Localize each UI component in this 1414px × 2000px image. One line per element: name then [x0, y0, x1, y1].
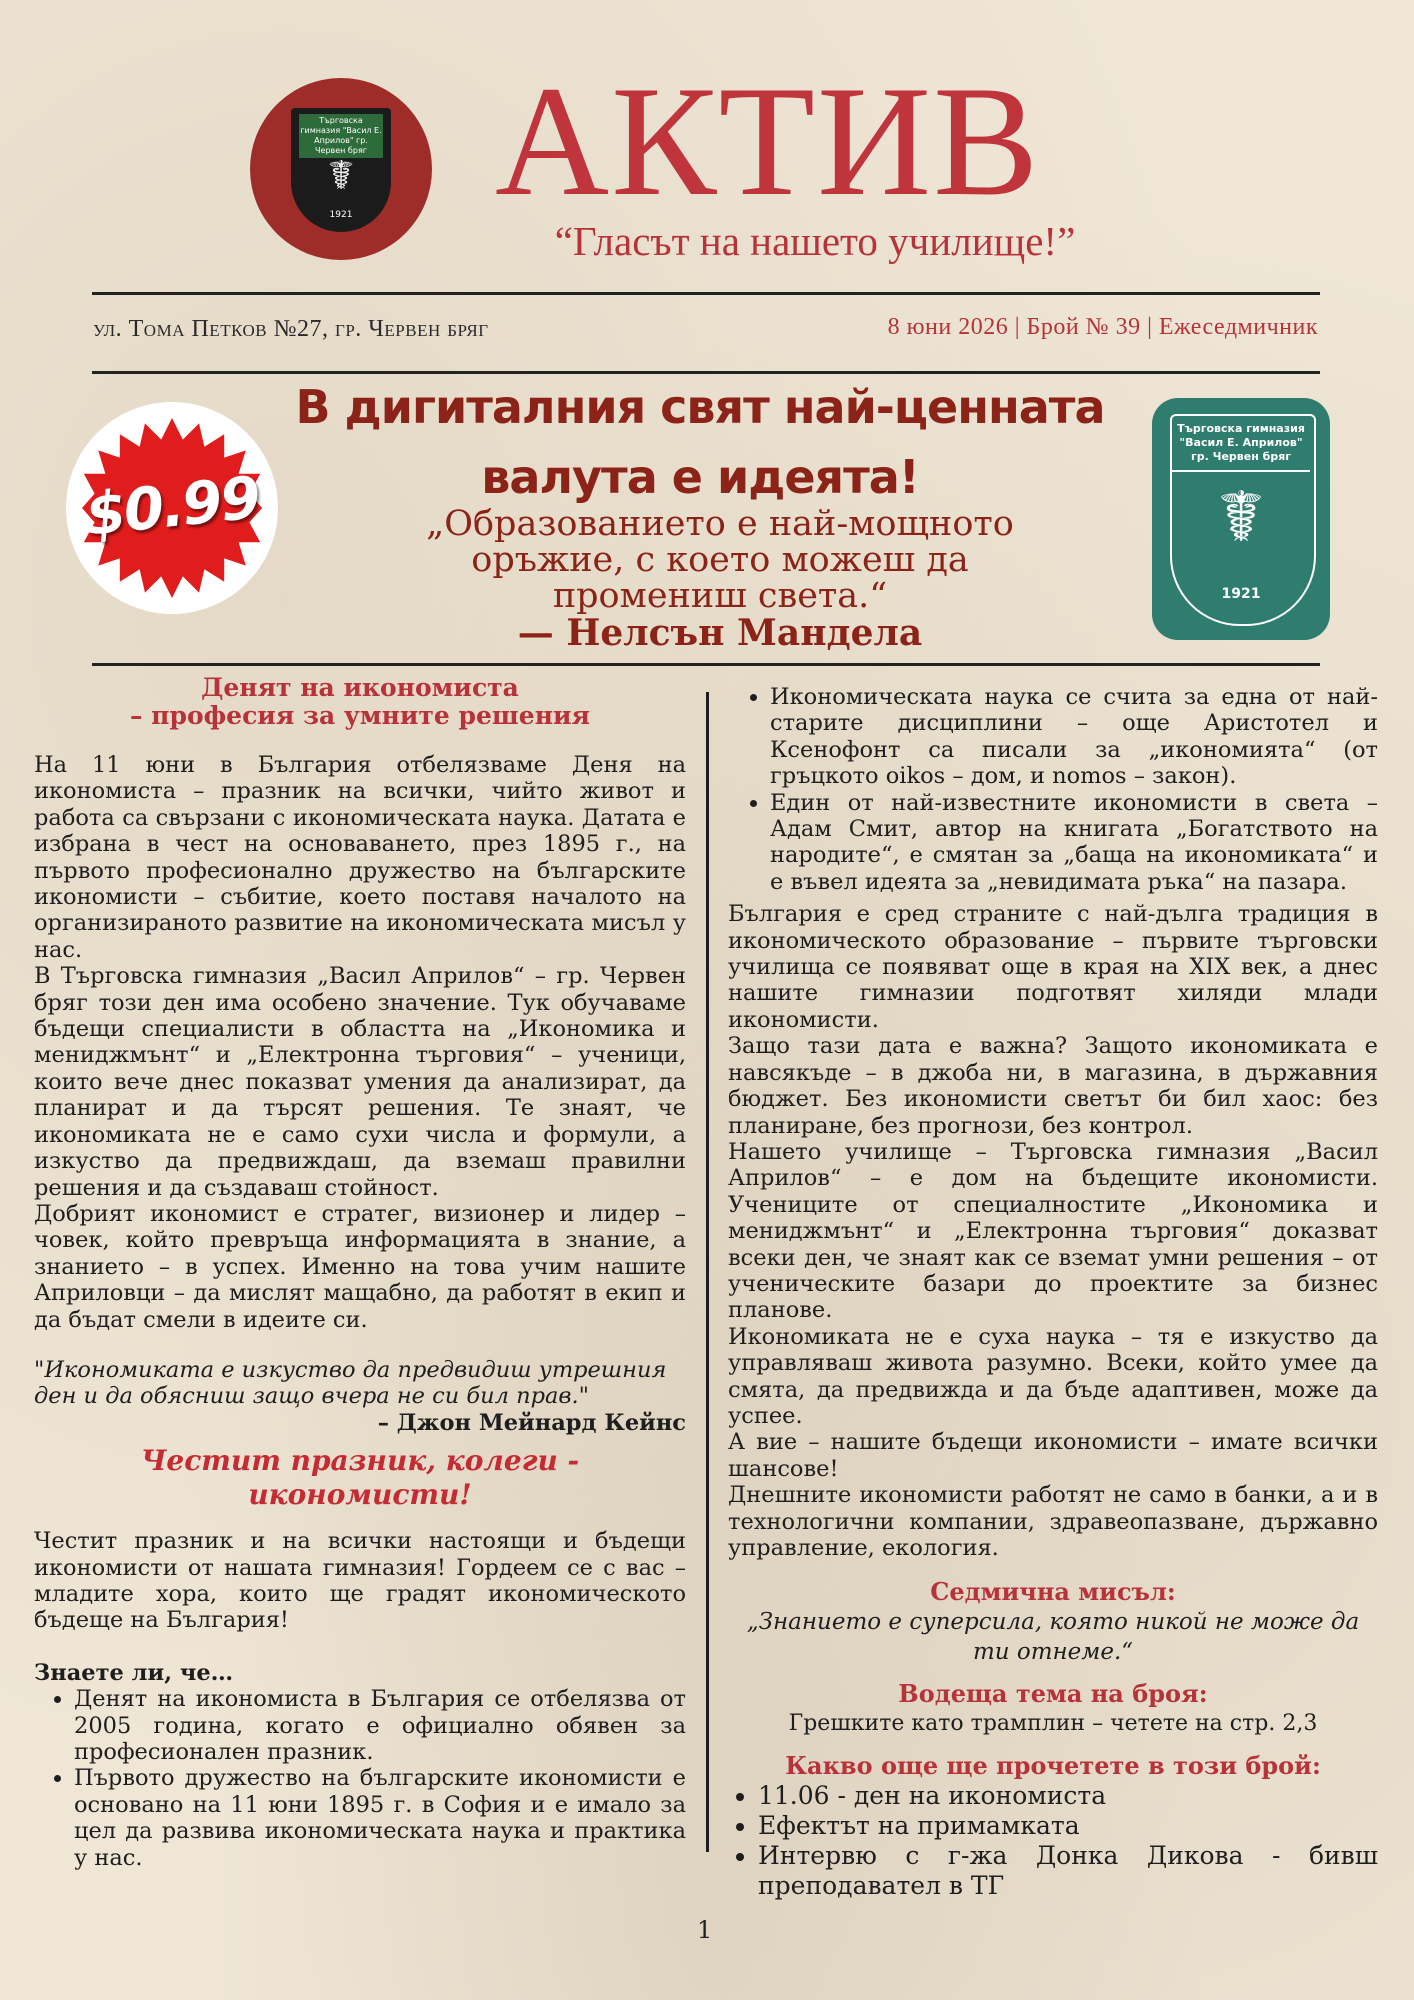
paragraph: Нашето училище – Търговска гимназия „Васил Априлов“ – е дом на бъдещите икономисти. Учениците от специалностите „Икономика и мениджмънт“ и „Електронна търговия“ доказват всеки ден, че знаят как се вземат умни решения – от ученическите базари до проектите за бизнес планове.: [728, 1138, 1378, 1324]
keynes-quote: "Икономиката е изкуство да предвидиш утрешния ден и да обясниш защо вчера не си бил прав.": [34, 1356, 667, 1410]
headline-line-1: В дигиталния свят най-ценната: [295, 380, 1105, 434]
weekly-thought-heading: Седмична мисъл:: [930, 1577, 1176, 1607]
right-column: [728, 684, 1378, 1901]
headline: [290, 372, 1110, 512]
paragraph: България е сред страните с най-дълга традиция в икономическото образование – първите търговски училища се появяват още в края на XIX век, а днес нашите гимназии подготвят хиляди млади икономисти.: [728, 901, 1378, 1033]
issue-info: 8 юни 2026 | Брой № 39 | Ежеседмичник: [887, 314, 1318, 340]
congrats-heading: Честит празник, колеги - икономисти!: [140, 1444, 580, 1512]
list-item: • Икономическата наука се счита за една от най-старите дисциплини – още Аристотел и Ксенофонт са писали за „икономията“ (от гръцкото oikos – дом, и nomos – закон).: [770, 684, 1378, 790]
logo-year: 1921: [1221, 586, 1261, 602]
facts-list: [728, 684, 1378, 895]
lead-topic-heading: Водеща тема на броя:: [898, 1679, 1208, 1709]
mandela-quote: „Образованието е най-мощното оръжие, с което можеш да промениш света.“: [426, 504, 1014, 616]
article-title-line-1: Денят на икономиста: [201, 673, 519, 702]
paragraph: Днешните икономисти работят не само в банки, а и в технологични компании, здравеопазване, държавно управление, екология.: [728, 1482, 1378, 1561]
list-item: • Първото дружество на българските икономисти е основано на 11 юни 1895 г. в София и е имало за цел да развива икономическата наука и практика у нас.: [74, 1765, 686, 1871]
logo-year: 1921: [329, 210, 353, 220]
paragraph: На 11 юни в България отбелязваме Деня на икономиста – празник на всички, чийто живот и работа са свързани с икономическата наука. Датата е избрана в чест на основаването, през 1895 г., на първото професионално дружество на българските икономисти – събитие, което поставя началото на организираното развитие на икономическата мисъл у нас.: [34, 752, 686, 963]
paragraph: Честит празник и на всички настоящи и бъдещи икономисти от нашата гимназия! Гордеем се с вас – младите хора, които ще градят икономическото бъдеще на България!: [34, 1528, 686, 1634]
price-text: $0.99: [82, 463, 262, 549]
newspaper-slogan: “Гласът на нашето училище!”: [554, 218, 1076, 264]
school-logo-round: [250, 78, 432, 260]
paragraph: Защо тази дата е важна? Защото икономиката е навсякъде – в джоба ни, в магазина, в държавния бюджет. Без икономисти светът би бил хаос: без планиране, без прогнози, без контрол.: [728, 1033, 1378, 1139]
list-item: • Един от най-известните икономисти в света – Адам Смит, автор на книгата „Богатството на народите“, е смятан за „баща на икономиката“ и е въвел идеята за „невидимата ръка“ на пазара.: [770, 790, 1378, 896]
shield-icon: [291, 108, 391, 232]
caduceus-icon: ☤: [327, 153, 355, 199]
facts-list: [34, 1686, 686, 1871]
more-in-issue-heading: Какво още ще прочетете в този брой:: [785, 1751, 1321, 1781]
list-item: • Денят на икономиста в България се отбелязва от 2005 година, когато е официално обявен за професионален празник.: [74, 1686, 686, 1765]
logo-label: Търговска гимназия "Васил Е. Априлов" гр. Червен бряг: [1177, 422, 1305, 463]
did-you-know-heading: Знаете ли, че…: [34, 1659, 234, 1686]
more-in-issue-list: [728, 1781, 1378, 1901]
caduceus-icon: ☤: [1217, 476, 1265, 558]
mandela-author: — Нелсън Мандела: [517, 612, 923, 654]
lead-topic-text: Грешките като трамплин – четете на стр. 2,3: [788, 1711, 1318, 1737]
price-badge: [66, 402, 278, 614]
address: ул. Тома Петков №27, гр. Червен бряг: [93, 316, 489, 342]
school-logo-green: [1152, 398, 1330, 640]
article-title-line-2: – професия за умните решения: [129, 701, 591, 730]
left-column: [34, 674, 686, 1871]
column-divider: [706, 692, 709, 1852]
paragraph: Добрият икономист е стратег, визионер и лидер – човек, който превръща информацията в знание, а знанието – в успех. Именно на това учим нашите Априловци – да мислят мащабно, да работят в екип и да бъдат смели в идеите си.: [34, 1200, 686, 1333]
list-item: • Интервю с г-жа Донка Дикова - бивш преподавател в ТГ: [758, 1841, 1378, 1901]
page-number: 1: [697, 1916, 713, 1944]
article-title: [34, 674, 686, 730]
newspaper-title: АКТИВ: [495, 54, 1041, 229]
keynes-author: – Джон Мейнард Кейнс: [377, 1409, 686, 1436]
paragraph: А вие – нашите бъдещи икономисти – имате всички шансове!: [728, 1429, 1378, 1482]
list-item: • Ефектът на примамката: [758, 1811, 1378, 1841]
list-item: • 11.06 - ден на икономиста: [758, 1781, 1378, 1811]
logo-label: Търговска гимназия "Васил Е. Априлов" гр. Червен бряг: [299, 114, 383, 158]
headline-line-2: валута е идеята!: [481, 450, 919, 504]
weekly-thought-quote: „Знанието е суперсила, която никой не може да ти отнеме.“: [746, 1609, 1360, 1666]
paragraph: В Търговска гимназия „Васил Априлов“ – гр. Червен бряг този ден има особено значение. Тук обучаваме бъдещи специалисти в областта на „Икономика и мениджмънт“ и „Електронна търговия“ – ученици, които вече днес показват умения да анализират, да планират и да търсят решения. Те знаят, че икономиката не е само сухи числа и формули, а изкуство да предвиждаш, да вземаш правилни решения и да създаваш стойност.: [34, 963, 686, 1201]
paragraph: Икономиката не е суха наука – тя е изкуство да управляваш живота разумно. Всеки, който умее да смята, да предвижда и да бъде адаптивен, може да успее.: [728, 1323, 1378, 1429]
divider-rule: [92, 663, 1320, 666]
divider-rule: [92, 292, 1320, 295]
